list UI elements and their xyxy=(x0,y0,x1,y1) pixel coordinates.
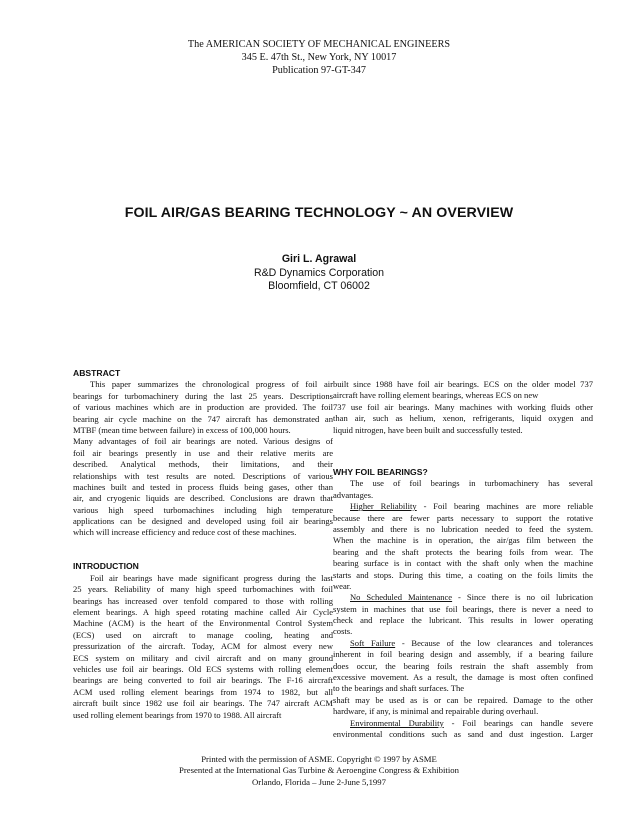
text-line: bearing surface is in contact with the shaft only when the machine xyxy=(333,558,593,569)
text-line: because there are fewer parts necessary to support the rotative xyxy=(333,512,593,523)
text-line: bearings are being converted to foil air bearings. The F-16 aircraft xyxy=(73,675,333,686)
publication-number: Publication 97-GT-347 xyxy=(272,65,366,76)
text-line: wear. xyxy=(333,580,352,591)
text-line: vehicles use foil air bearings. Old ECS systems with rolling element xyxy=(73,663,333,674)
paragraph-first-line: Higher Reliability - Foil bearing machines are more reliable xyxy=(350,501,594,512)
no-maintenance-term: No Scheduled Maintenance xyxy=(350,592,453,603)
publisher-address: 345 E. 47th St., New York, NY 10017 xyxy=(241,52,397,63)
text-line: starts and stops. During this time, a coating on the foils limits the xyxy=(333,569,593,580)
author-affiliation: R&D Dynamics Corporation xyxy=(253,266,385,279)
soft-failure-term: Soft Failure xyxy=(350,637,396,648)
paragraph-first-line: No Scheduled Maintenance - Since there is no oil lubrication xyxy=(350,592,593,603)
footer xyxy=(0,754,638,788)
text-line: assembly and there is no lubrication needed to feed the system. xyxy=(333,523,593,534)
text-line: described. Analytical methods, their limitations, and their xyxy=(73,459,333,470)
introduction-continued xyxy=(333,379,593,467)
text-line: (ECS) used on aircraft to manage cooling, heating and xyxy=(73,629,333,640)
text-line: than air, such as helium, xenon, refrigerants, liquid oxygen and xyxy=(333,413,593,424)
text-line: pressurization of the aircraft. Today, ACM for almost every new xyxy=(73,641,333,652)
soft-failure-paragraph xyxy=(333,638,593,718)
text-line: to the bearings and shaft surfaces. The xyxy=(333,683,465,694)
text-line: bearing air cycle machine on the 747 aircraft has demonstrated an xyxy=(73,413,333,424)
why-foil-intro xyxy=(333,478,593,501)
text-line: ACM used rolling element bearings from 1974 to 1982, but all xyxy=(73,686,333,697)
paragraph-first-line: Environmental Durability - Foil bearings can handle severe xyxy=(350,717,594,728)
author-name: Giri L. Agrawal xyxy=(281,253,357,265)
text-line: MTBF (mean time between failure) in excess of 100,000 hours. xyxy=(73,424,291,435)
text-line: used rolling element bearings from 1970 to 1988. All aircraft xyxy=(73,709,282,720)
right-column xyxy=(333,379,593,740)
environmental-durability-term: Environmental Durability xyxy=(350,717,444,728)
footer-conference: Presented at the International Gas Turbine & Aeroengine Congress & Exhibition xyxy=(179,765,459,776)
text-line: Many advantages of foil air bearings are noted. Various designs of xyxy=(73,436,333,447)
footer-location: Orlando, Florida – June 2-June 5,1997 xyxy=(252,776,386,787)
text-line: system in machines that use foil bearings, there is never a need to xyxy=(333,603,593,614)
why-foil-heading: WHY FOIL BEARINGS? xyxy=(333,467,428,477)
text-line: applications can be designed and developed using foil air bearings xyxy=(73,516,333,527)
introduction-body xyxy=(73,573,333,721)
text-line: inherent in foil bearing design and assembly, if a bearing failure xyxy=(333,649,593,660)
text-line: Machine (ACM) is the heart of the Environmental Control System xyxy=(73,618,333,629)
text-line: bearings has increased over tenfold compared to those with rolling xyxy=(73,595,333,606)
text-line: environmental conditions such as sand and dust ingestion. Larger xyxy=(333,729,593,739)
left-column xyxy=(73,368,333,721)
text-line: shaft may be used as is or can be repaired. Damage to the other xyxy=(333,694,593,705)
text-line: When the machine is in operation, the air/gas film between the xyxy=(333,535,593,546)
text-line: This paper summarizes the chronological progress of foil air xyxy=(90,379,333,390)
text-line: foil air bearings presently in use and their relative merits are xyxy=(73,447,333,458)
text-line: relationships with test results are noted. Descriptions of various xyxy=(73,470,333,481)
text-line: costs. xyxy=(333,626,353,637)
text-line: advantages. xyxy=(333,489,374,500)
author-block xyxy=(0,253,638,294)
text-line: 25 years. Reliability of many high speed turbomachines with foil xyxy=(73,584,333,595)
no-maintenance-paragraph xyxy=(333,592,593,638)
text-line: machines built and tested in process fluids being gases, other than xyxy=(73,481,333,492)
text-line: aircraft built since 1982 use foil air bearings. The 747 aircraft ACM xyxy=(73,698,333,709)
text-line: bearing and the shaft protects the bearing foils from wear. The xyxy=(333,546,593,557)
text-line: aircraft have rolling element bearings, whereas ECS on new xyxy=(333,390,539,401)
text-line: built since 1988 have foil air bearings. ECS on the older model 737 xyxy=(333,379,593,389)
text-line: ECS system on military and civil aircraft and on many ground xyxy=(73,652,333,663)
paragraph-first-line: Soft Failure - Because of the low clearances and tolerances xyxy=(350,637,593,648)
text-line: which will increase efficiency and reduce cost of these machines. xyxy=(73,527,297,538)
abstract-body xyxy=(73,379,333,561)
text-line: 737 use foil air bearings. Many machines with working fluids other xyxy=(333,401,593,412)
text-line: liquid nitrogen, have been built and successfully tested. xyxy=(333,424,523,435)
higher-reliability-paragraph xyxy=(333,501,593,592)
text-line: hardware, if any, is minimal and repairable during overhaul. xyxy=(333,706,539,717)
text-line: bearings for turbomachinery during the last 25 years. Descriptions xyxy=(73,390,333,401)
introduction-heading: INTRODUCTION xyxy=(73,561,139,572)
text-line: excessive movement. As a result, the damage is most often confined xyxy=(333,672,593,683)
abstract-heading: ABSTRACT xyxy=(73,368,121,378)
text-line: various high speed turbomachines including high temperature xyxy=(73,504,333,515)
text-line: Foil air bearings have made significant progress during the last xyxy=(90,572,333,583)
environmental-durability-paragraph xyxy=(333,718,593,741)
paper-title: FOIL AIR/GAS BEARING TECHNOLOGY ~ AN OVERVIEW xyxy=(124,205,514,221)
text-line: does occur, the bearing foils restrain the shaft assembly from xyxy=(333,660,593,671)
text-line: air, and cryogenic liquids are described. Conclusions are drawn that xyxy=(73,493,333,504)
publisher-org: The AMERICAN SOCIETY OF MECHANICAL ENGINEERS xyxy=(187,39,451,50)
publisher-header xyxy=(0,38,638,77)
footer-permission: Printed with the permission of ASME. Copyright © 1997 by ASME xyxy=(201,754,437,764)
higher-reliability-term: Higher Reliability xyxy=(350,501,417,512)
text-line: element bearings. A high speed rotating machine called Air Cycle xyxy=(73,606,333,617)
text-line: The use of foil bearings in turbomachinery has several xyxy=(350,478,593,489)
text-line: check and replace the lubricant. This results in lower operating xyxy=(333,615,593,626)
author-location: Bloomfield, CT 06002 xyxy=(268,280,370,292)
text-line: of various machines which are in production are provided. The foil xyxy=(73,402,333,413)
